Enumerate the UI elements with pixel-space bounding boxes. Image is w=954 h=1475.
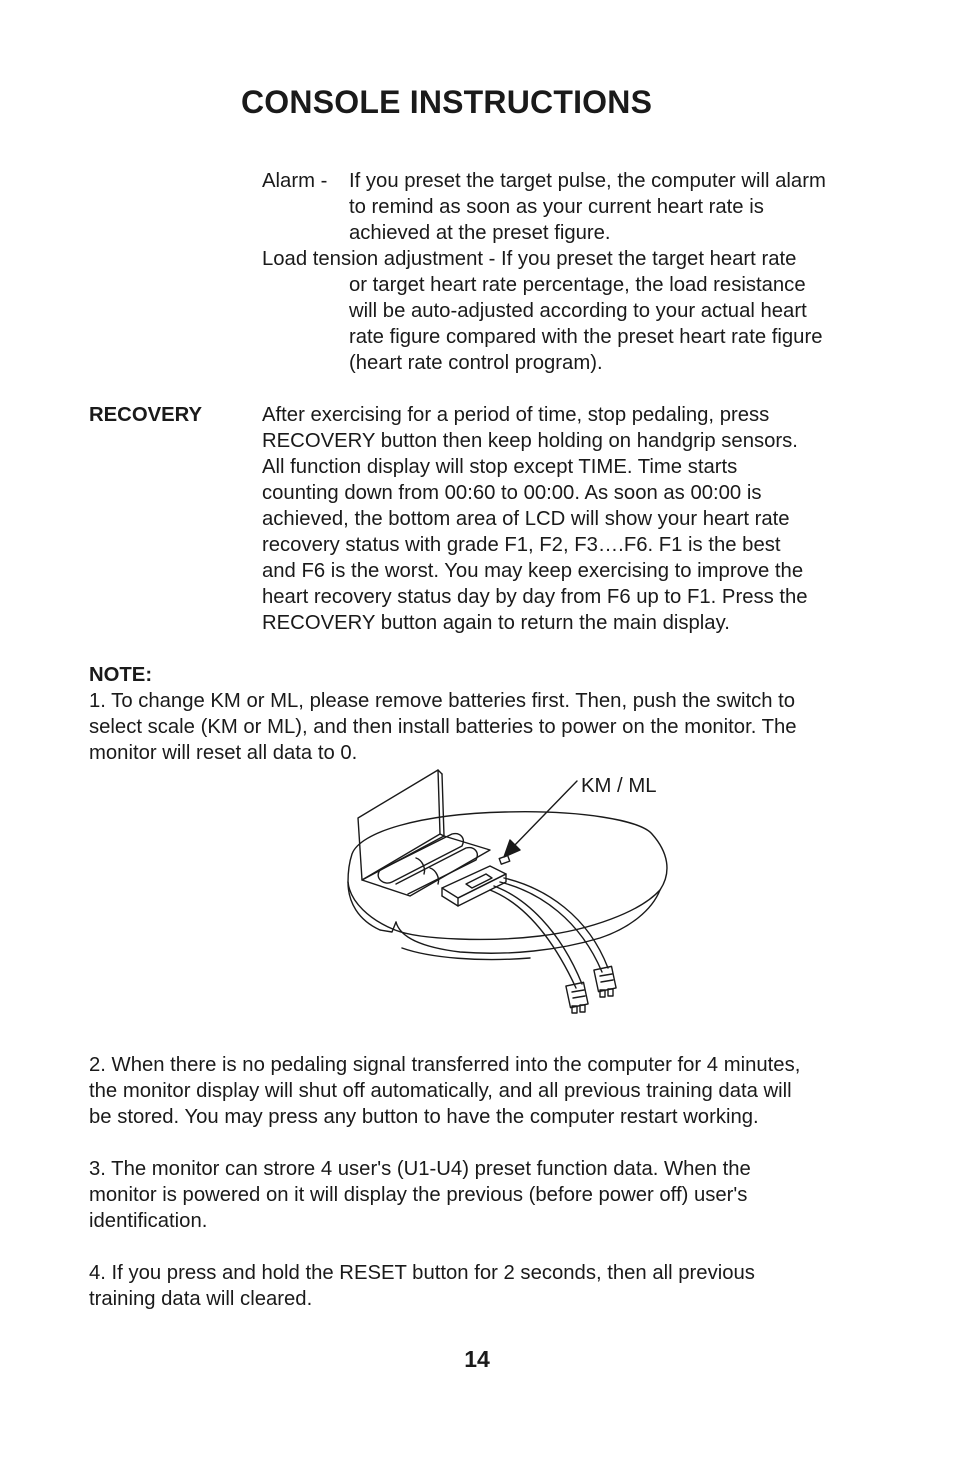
figure-label: KM / ML [581, 775, 657, 797]
note-line: 1. To change KM or ML, please remove batteries first. Then, push the switch to [89, 690, 796, 712]
note-line: training data will cleared. [89, 1288, 313, 1310]
note-item-3 [89, 1156, 751, 1234]
note-line: monitor is powered on it will display the previous (before power off) user's [89, 1184, 748, 1206]
recovery-line: achieved, the bottom area of LCD will show your heart rate [262, 508, 790, 530]
note-line: 4. If you press and hold the RESET button for 2 seconds, then all previous [89, 1262, 755, 1284]
recovery-line: RECOVERY button then keep holding on handgrip sensors. [262, 430, 798, 452]
note-line: select scale (KM or ML), and then install batteries to power on the monitor. The [89, 716, 797, 738]
recovery-heading: RECOVERY [89, 404, 203, 426]
page-title: CONSOLE INSTRUCTIONS [241, 84, 653, 120]
note-line: the monitor display will shut off automatically, and all previous training data will [89, 1080, 792, 1102]
load-line: rate figure compared with the preset heart rate figure [349, 326, 823, 348]
load-first-line: Load tension adjustment - If you preset the target heart rate [262, 248, 797, 270]
page-number: 14 [464, 1346, 490, 1372]
note-line: be stored. You may press any button to have the computer restart working. [89, 1106, 759, 1128]
note-item-1 [89, 688, 797, 766]
recovery-line: After exercising for a period of time, stop pedaling, press [262, 404, 770, 426]
note-line: monitor will reset all data to 0. [89, 742, 358, 764]
note-heading: NOTE: [89, 664, 153, 686]
alarm-text [349, 168, 826, 246]
cable-wires [490, 878, 608, 988]
alarm-line: If you preset the target pulse, the computer will alarm [349, 170, 826, 192]
recovery-text [262, 402, 808, 636]
recovery-line: RECOVERY button again to return the main display. [262, 612, 730, 634]
note-item-4 [89, 1260, 755, 1312]
load-line: (heart rate control program). [349, 352, 603, 374]
recovery-line: counting down from 00:60 to 00:00. As soon as 00:00 is [262, 482, 762, 504]
load-line: will be auto-adjusted according to your actual heart [349, 300, 807, 322]
plug-connector-left [566, 982, 588, 1013]
alarm-line: achieved at the preset figure. [349, 222, 611, 244]
note-item-2 [89, 1052, 800, 1130]
note-line: 3. The monitor can strore 4 user's (U1-U4) preset function data. When the [89, 1158, 751, 1180]
note-line: identification. [89, 1210, 208, 1232]
recovery-line: and F6 is the worst. You may keep exercising to improve the [262, 560, 804, 582]
alarm-label: Alarm - [262, 170, 328, 192]
load-line: or target heart rate percentage, the load resistance [349, 274, 806, 296]
battery-compartment-illustration [340, 762, 680, 1022]
note-line: 2. When there is no pedaling signal transferred into the computer for 4 minutes, [89, 1054, 801, 1076]
device-base-outline [348, 812, 667, 940]
recovery-line: All function display will stop except TIME. Time starts [262, 456, 738, 478]
recovery-line: heart recovery status day by day from F6 up to F1. Press the [262, 586, 808, 608]
recovery-line: recovery status with grade F1, F2, F3….F6. F1 is the best [262, 534, 781, 556]
battery-icon [378, 834, 477, 894]
load-text [349, 272, 822, 376]
arrow-icon [504, 781, 577, 857]
plug-connector-right [594, 966, 616, 997]
km-ml-switch [499, 855, 510, 864]
alarm-line: to remind as soon as your current heart rate is [349, 196, 764, 218]
